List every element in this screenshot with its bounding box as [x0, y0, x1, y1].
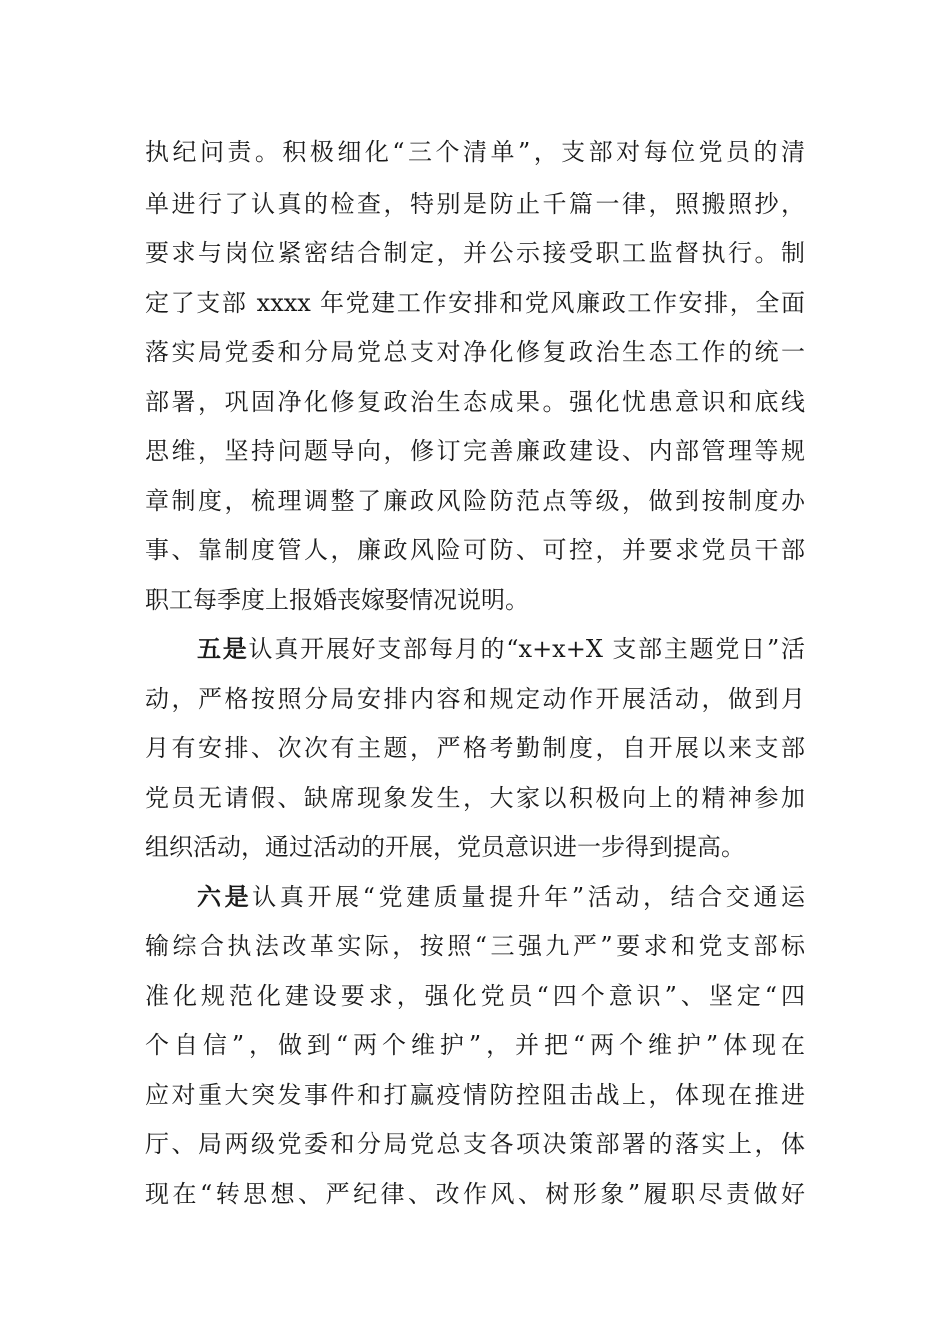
paragraph-first-line — [197, 881, 805, 913]
text-line: 事、靠制度管人，廉政风险可防、可控，并要求党员干部 — [145, 536, 805, 564]
text-line: 党员无请假、缺席现象发生，大家以积极向上的精神参加 — [145, 784, 805, 812]
paragraph-lead: 五是 — [197, 634, 249, 663]
text-line: 单进行了认真的检查，特别是防止千篇一律，照搬照抄， — [145, 190, 805, 218]
text-line: 动，严格按照分局安排内容和规定动作开展活动，做到月 — [145, 685, 805, 713]
text-line: 准化规范化建设要求，强化党员“四个意识”、坚定“四 — [145, 982, 805, 1010]
text-line: 部署，巩固净化修复政治生态成果。强化忧患意识和底线 — [145, 388, 805, 416]
text-line: 执纪问责。积极细化“三个清单”，支部对每位党员的清 — [145, 138, 805, 166]
text-line: 定了支部 xxxx 年党建工作安排和党风廉政工作安排，全面 — [145, 289, 805, 317]
paragraph-first-line — [197, 633, 805, 665]
text-line: 职工每季度上报婚丧嫁娶情况说明。 — [145, 586, 529, 614]
text-line: 应对重大突发事件和打赢疫情防控阻击战上，体现在推进 — [145, 1081, 805, 1109]
text-line: 落实局党委和分局党总支对净化修复政治生态工作的统一 — [145, 338, 805, 366]
paragraph-first-line-text: 认真开展好支部每月的“x+x+X 支部主题党日”活 — [248, 635, 805, 663]
text-line: 章制度，梳理调整了廉政风险防范点等级，做到按制度办 — [145, 487, 805, 515]
paragraph-first-line-text: 认真开展“党建质量提升年”活动，结合交通运 — [252, 883, 806, 911]
text-line: 现在“转思想、严纪律、改作风、树形象”履职尽责做好 — [145, 1180, 805, 1208]
text-line: 个自信”，做到“两个维护”，并把“两个维护”体现在 — [145, 1031, 805, 1059]
text-line: 组织活动，通过活动的开展，党员意识进一步得到提高。 — [145, 833, 745, 861]
paragraph-lead: 六是 — [197, 882, 253, 911]
text-line: 月有安排、次次有主题，严格考勤制度，自开展以来支部 — [145, 734, 805, 762]
text-line: 厅、局两级党委和分局党总支各项决策部署的落实上，体 — [145, 1130, 805, 1158]
text-line: 输综合执法改革实际，按照“三强九严”要求和党支部标 — [145, 932, 805, 960]
text-line: 思维，坚持问题导向，修订完善廉政建设、内部管理等规 — [145, 437, 805, 465]
text-line: 要求与岗位紧密结合制定，并公示接受职工监督执行。制 — [145, 239, 805, 267]
